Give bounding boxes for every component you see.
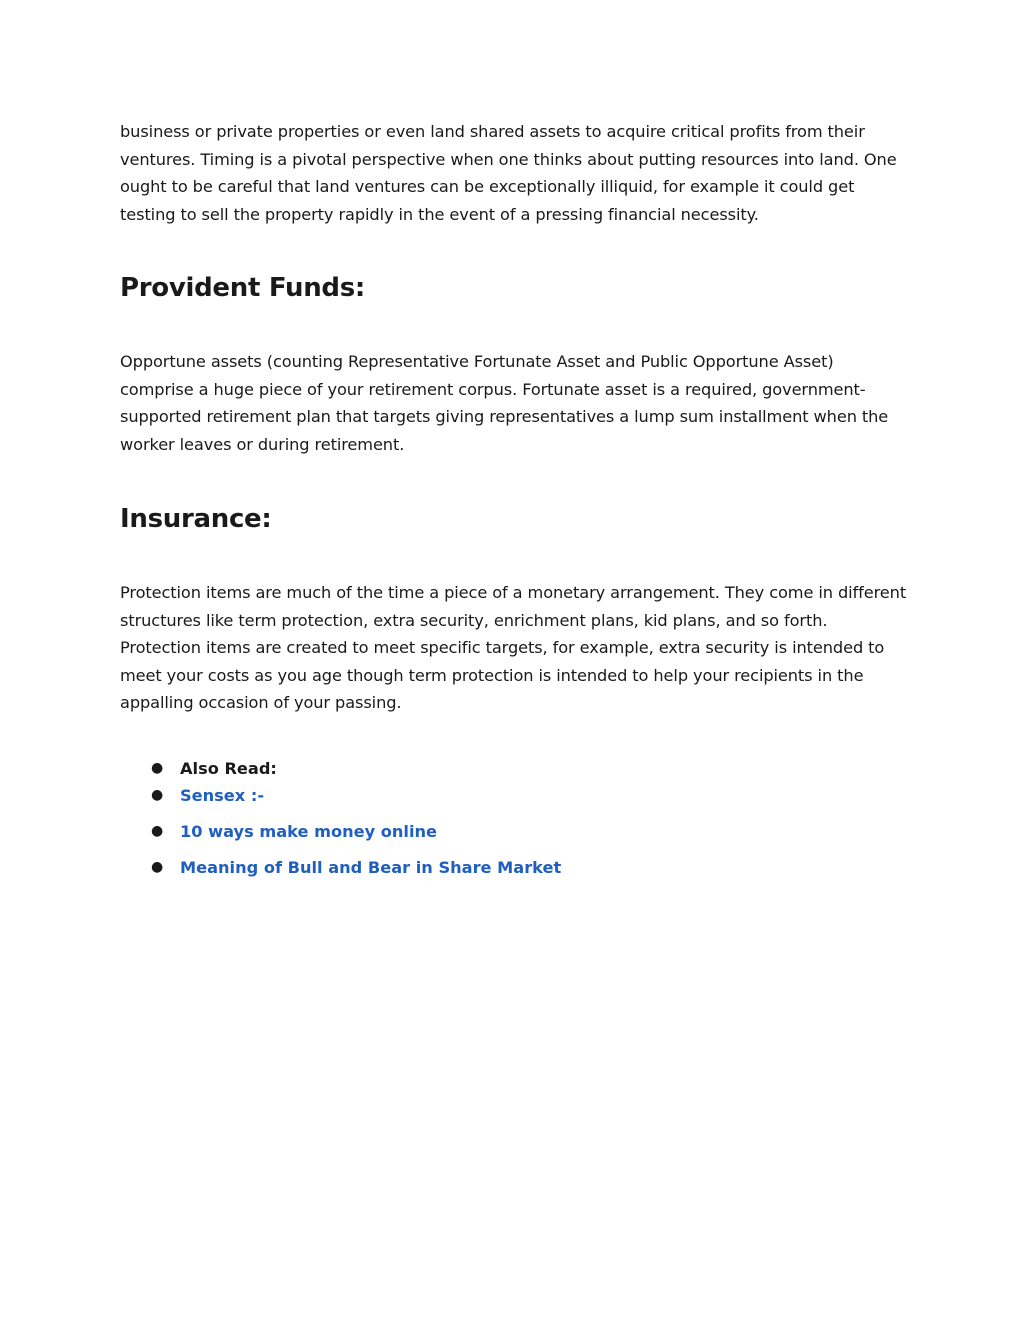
paragraph-insurance: Protection items are much of the time a piece of a monetary arrangement. They come in different structures like term protection, extra security, enrichment plans, kid plans, and so forth. Protection items are created to meet specific targets, for example, extra security is intended to meet your costs as you age though term protection is intended to help your recipients in the appalling occasion of your passing. (120, 583, 907, 712)
bullet-icon: ● (151, 786, 164, 803)
bullet-icon: ● (151, 822, 164, 839)
link-bull-and-bear[interactable] (120, 854, 904, 881)
link-sensex-label[interactable]: Sensex :- (180, 785, 265, 805)
link-sensex[interactable] (120, 782, 904, 809)
also-read-label: Also Read: (180, 758, 277, 778)
link-bull-and-bear-label[interactable]: Meaning of Bull and Bear in Share Market (180, 857, 562, 877)
link-make-money-online[interactable] (120, 818, 904, 845)
paragraph-provident-funds: Opportune assets (counting Representative Fortunate Asset and Public Opportune Asset) comprise a huge piece of your retirement corpus. Fortunate asset is a required, government-supported retirement plan that targets giving representatives a lump sum installment when the worker leaves or during retirement. (120, 352, 889, 454)
bullet-icon: ● (151, 858, 164, 875)
link-make-money-online-label[interactable]: 10 ways make money online (180, 821, 438, 841)
paragraph-real-estate: business or private properties or even land shared assets to acquire critical profits from their ventures. Timing is a pivotal perspective when one thinks about putting resources into land. One ought to be careful that land ventures can be exceptionally illiquid, for example it could get testing to sell the property rapidly in the event of a pressing financial necessity. (120, 122, 897, 224)
heading-provident-funds: Provident Funds: (120, 273, 366, 303)
also-read-heading (120, 755, 904, 782)
bullet-icon: ● (151, 759, 164, 776)
heading-insurance: Insurance: (120, 504, 272, 534)
also-read-list (120, 755, 904, 881)
